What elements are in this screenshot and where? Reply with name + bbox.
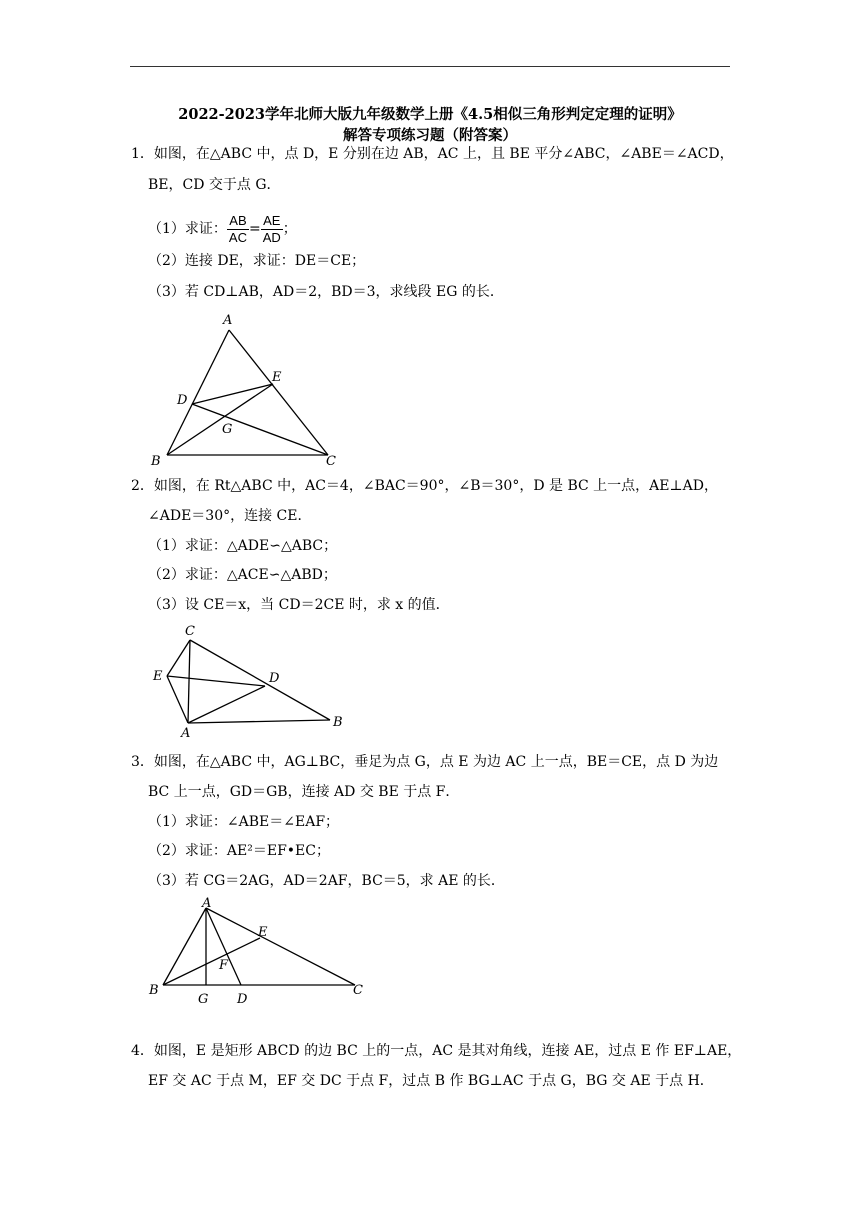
- q2-label-b: B: [333, 715, 343, 730]
- q3-stem-line2: BC 上一点，GD＝GB，连接 AD 交 BE 于点 F．: [148, 784, 460, 800]
- q3-label-e: E: [258, 925, 268, 940]
- q1-fraction-ae-ad: $\frac{AE}{AD}$: [262, 212, 281, 245]
- q3-label-f: F: [219, 958, 229, 973]
- q2-part1: （1）求证：△ADE∽△ABC；: [148, 538, 338, 554]
- q1-part3: （3）若 CD⊥AB，AD＝2，BD＝3，求线段 EG 的长．: [148, 284, 504, 300]
- q1-label-b: B: [151, 454, 161, 469]
- q1-part2: （2）连接 DE，求证：DE＝CE；: [148, 253, 366, 269]
- q2-label-d: D: [269, 671, 280, 686]
- q1-stem-line1: 1．如图，在△ABC 中，点 D，E 分别在边 AB，AC 上，且 BE 平分∠ABC，∠ABE＝∠ACD，: [131, 146, 734, 162]
- q4-stem-line1: 4．如图，E 是矩形 ABCD 的边 BC 上的一点，AC 是其对角线，连接 AE，过点 E 作 EF⊥AE，: [131, 1043, 742, 1059]
- q1-label-e: E: [272, 370, 282, 385]
- q1-part1-prefix: （1）求证：: [148, 221, 227, 237]
- q1-label-g: G: [222, 422, 233, 437]
- q1-equals: =: [248, 221, 261, 237]
- q1-figure: [140, 305, 360, 470]
- q2-label-c: C: [185, 624, 195, 639]
- q1-label-d: D: [177, 393, 188, 408]
- q3-part3: （3）若 CG＝2AG，AD＝2AF，BC＝5，求 AE 的长．: [148, 873, 505, 889]
- q3-part2: （2）求证：AE²＝EF•EC；: [148, 843, 330, 859]
- q3-label-d: D: [237, 992, 248, 1007]
- document-title: 2022-2023学年北师大版九年级数学上册《4.5相似三角形判定定理的证明》: [178, 106, 682, 123]
- q3-stem-line1: 3．如图，在△ABC 中，AG⊥BC，垂足为点 G，点 E 为边 AC 上一点，BE＝CE，点 D 为边: [131, 754, 719, 770]
- q1-label-c: C: [326, 454, 336, 469]
- q1-label-a: A: [223, 313, 233, 328]
- q2-stem-line2: ∠ADE＝30°，连接 CE．: [148, 508, 312, 524]
- q2-figure: [145, 620, 360, 740]
- q2-label-e: E: [153, 669, 163, 684]
- q1-part1-suffix: ；: [282, 221, 297, 237]
- header-rule: [130, 66, 730, 67]
- q3-figure: [140, 893, 380, 1013]
- q3-label-a: A: [202, 896, 212, 911]
- q4-stem-line2: EF 交 AC 于点 M，EF 交 DC 于点 F，过点 B 作 BG⊥AC 于点 G，BG 交 AE 于点 H．: [148, 1073, 714, 1089]
- q1-part1: [148, 212, 297, 246]
- q2-part2: （2）求证：△ACE∽△ABD；: [148, 567, 337, 583]
- q2-stem-line1: 2．如图，在 Rt△ABC 中，AC＝4，∠BAC＝90°，∠B＝30°，D 是 BC 上一点，AE⊥AD，: [131, 478, 718, 494]
- q1-fraction-ab-ac: $\frac{AB}{AC}$: [228, 212, 247, 245]
- q3-label-b: B: [149, 983, 159, 998]
- q3-part1: （1）求证：∠ABE＝∠EAF；: [148, 814, 340, 830]
- q1-stem-line2: BE，CD 交于点 G．: [148, 177, 281, 193]
- q3-label-g: G: [198, 992, 209, 1007]
- q2-part3: （3）设 CE＝x，当 CD＝2CE 时，求 x 的值．: [148, 597, 450, 613]
- document-subtitle: 解答专项练习题（附答案）: [343, 127, 517, 144]
- q2-label-a: A: [181, 726, 191, 740]
- q3-label-c: C: [353, 983, 363, 998]
